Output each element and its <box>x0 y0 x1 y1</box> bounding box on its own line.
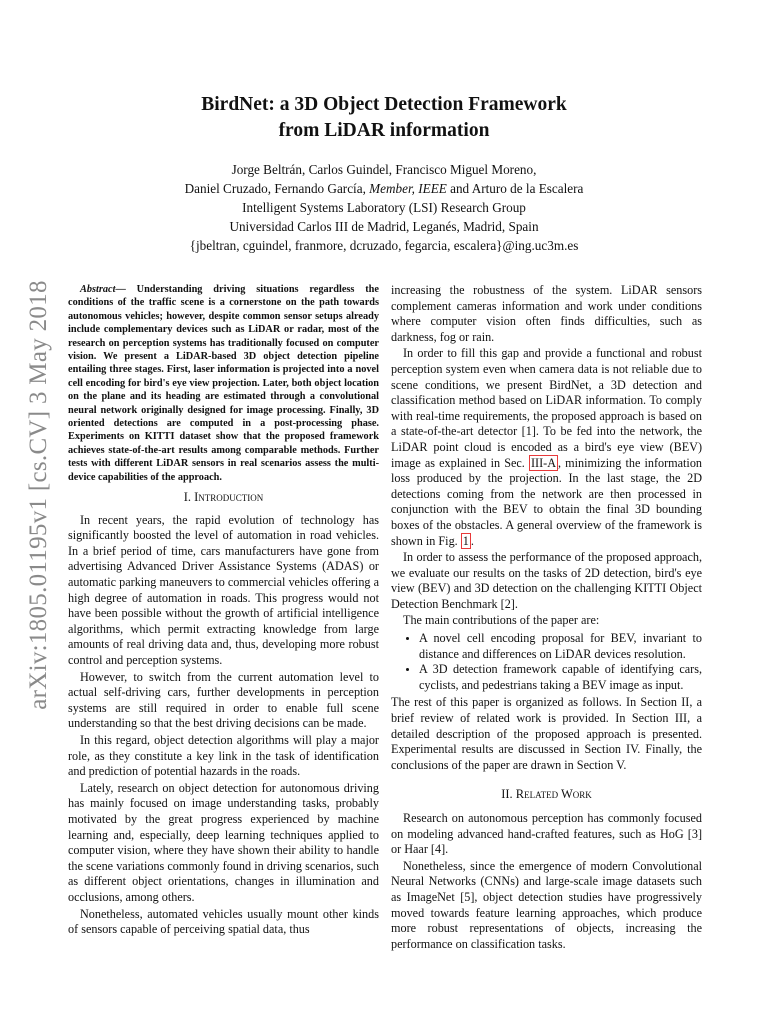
paper-organization: The rest of this paper is organized as follows. In Section II, a brief review of related work is provided. In Section III, a detailed description of the proposed approach is presented. Experimental results are discussed in Section IV. Finally, the conclusions of the paper are drawn in Section V. <box>391 695 702 772</box>
paragraph-6-text-b: , minimizing the information loss produced by the projection. In the last stage, the 2D detections coming from the network are then processed in conjunction with the BEV to obtain the final 3D bounding boxes of the obstacles. A general overview of the framework is shown in Fig. <box>391 455 703 548</box>
contributions-intro: The main contributions of the paper are: <box>403 613 600 628</box>
paragraph-6-text-c: . <box>470 533 474 548</box>
author-line-2 <box>100 179 668 198</box>
affiliation-lab: Intelligent Systems Laboratory (LSI) Research Group <box>242 200 526 215</box>
intro-paragraph-7: In order to assess the performance of the proposed approach, we evaluate our results on the tasks of 2D detection, bird's eye view (BEV) and 3D detection on the challenging KITTI Object Detection Benchmark [2]. <box>391 550 702 611</box>
abstract-text: Understanding driving situations regardless the conditions of the traffic scene is a cornerstone on the path towards autonomous vehicles; however, despite common sensor setups already include complementary devices such as LiDAR or radar, most of the research on perception systems has traditionally focused on computer vision. We present a LiDAR-based 3D object detection pipeline entailing three stages. First, laser information is projected into a novel cell encoding for bird's eye view projection. Later, both object location on the plane and its heading are estimated through a convolutional neural network originally designed for image processing. Finally, 3D oriented detections are computed in a post-processing phase. Experiments on KITTI dataset show that the proposed framework achieves state-of-the-art results among comparable methods. Further tests with different LiDAR sensors in real scenarios assess the multi-device capabilities of the approach. <box>68 284 379 483</box>
related-paragraph-2: Nonetheless, since the emergence of modern Convolutional Neural Networks (CNNs) and large-scale image datasets such as ImageNet [5], object detection studies have progressively moved towards feature learning approaches, which produce more robust representations of objects, increasing the performance on classification tasks. <box>391 858 702 951</box>
abstract-label: Abstract <box>80 284 116 295</box>
author-names-b: and Arturo de la Escalera <box>446 181 584 196</box>
abstract <box>68 283 379 484</box>
right-column <box>391 283 702 953</box>
paper-title <box>120 92 648 144</box>
arxiv-stamp <box>14 270 64 720</box>
intro-paragraph-4: Lately, research on object detection for autonomous driving has mainly focused on image understanding tasks, probably motivated by the great progress experienced by machine learning and, especially, deep learning techniques applied to computer vision, where they have shown their ability to handle the scene variations commonly found in driving scenarios, such as different object orientations, changes in illumination and occlusions, among others. <box>68 780 379 904</box>
arxiv-stamp-text: arXiv:1805.01195v1 [cs.CV] 3 May 2018 <box>25 280 53 710</box>
paragraph-6-text-a: In order to fill this gap and provide a functional and robust perception system even when camera data is not reliable due to scene conditions, we present BirdNet, a 3D detection and classification method based on LiDAR information. To comply with real-time requirements, the proposed approach is based on a state-of-the-art detector [1]. To be fed into the network, the LiDAR point cloud is encoded as a bird's eye view (BEV) image as explained in Sec. <box>391 346 702 470</box>
list-item: • A novel cell encoding proposal for BEV, invariant to distance and differences on LiDAR devices resolution. <box>419 631 702 662</box>
intro-paragraph-3: In this regard, object detection algorithms will play a major role, as they constitute a key link in the task of identification and prediction of potential hazards in the roads. <box>68 733 379 779</box>
list-item: • A 3D detection framework capable of identifying cars, cyclists, and pedestrians taking a BEV image as input. <box>419 662 702 693</box>
title-line-1: BirdNet: a 3D Object Detection Framework <box>201 94 567 115</box>
intro-paragraph-6 <box>391 346 702 549</box>
contributions-list <box>391 631 702 693</box>
title-line-2: from LiDAR information <box>278 120 490 141</box>
author-emails: {jbeltran, cguindel, franmore, dcruzado, fegarcia, escalera}@ing.uc3m.es <box>189 238 579 253</box>
affiliation-university: Universidad Carlos III de Madrid, Leganés, Madrid, Spain <box>229 219 539 234</box>
intro-paragraph-5: Nonetheless, automated vehicles usually mount other kinds of sensors capable of perceiving spatial data, thus <box>68 906 379 937</box>
section-heading-related-work: II. Related Work <box>501 787 592 802</box>
author-names-a: Daniel Cruzado, Fernando García, <box>184 181 370 196</box>
author-block <box>100 160 668 255</box>
intro-paragraph-5-cont: increasing the robustness of the system. LiDAR sensors complement cameras information and work under conditions where computer vision often finds difficulties, such as darkness, fog or rain. <box>391 283 702 344</box>
abstract-dash: — <box>115 284 137 295</box>
intro-paragraph-1: In recent years, the rapid evolution of technology has significantly boosted the level of automation in road vehicles. In a brief period of time, cars manufacturers have gone from advertising Advanced Driver Assistance Systems (ADAS) or automatic parking maneuvers to commercial vehicles offering a high degree of automation in roads. This progress would not have been possible without the growth of artificial intelligence algorithms, which permit extracting knowledge from large amounts of real driving data and, thus, developing more robust control and perception systems. <box>68 512 379 668</box>
intro-paragraph-2: However, to switch from the current automation level to actual self-driving cars, further developments in perception systems are still required in order to enable full scene understanding so that the best driving decisions can be made. <box>68 669 379 731</box>
ieee-membership: Member, IEEE <box>369 181 447 196</box>
author-line-1: Jorge Beltrán, Carlos Guindel, Francisco Miguel Moreno, <box>231 162 537 177</box>
section-heading-introduction: I. Introduction <box>183 490 264 505</box>
section-ref-link[interactable]: III-A <box>530 455 557 470</box>
related-paragraph-1: Research on autonomous perception has commonly focused on modeling advanced hand-crafted features, such as HoG [3] or Haar [4]. <box>391 811 702 857</box>
figure-ref-link[interactable]: 1 <box>462 533 469 548</box>
left-column <box>68 283 379 939</box>
